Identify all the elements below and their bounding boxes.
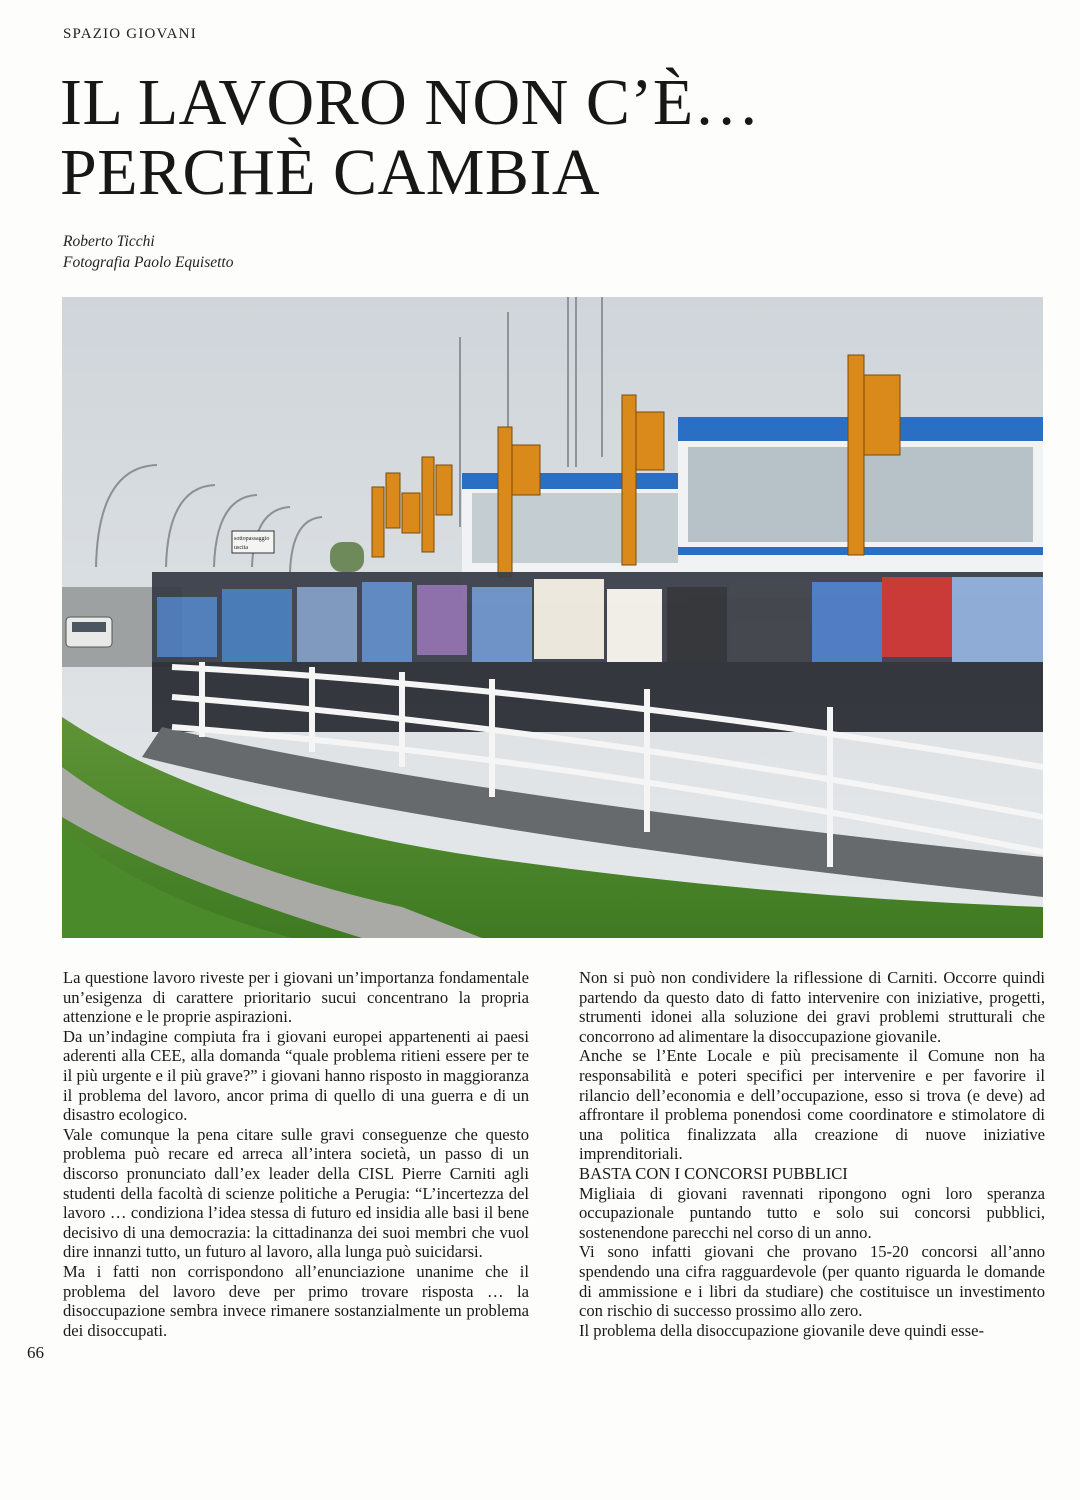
car: [66, 617, 112, 647]
author-credit: Roberto Ticchi: [63, 233, 155, 250]
paragraph: Vi sono infatti giovani che provano 15-20 concorsi all’anno spendendo una cifra ragguardevole (per quanto riguarda le domande di ammissione e i libri da studiare) che costituisce un investimento con rischio di successo prossimo allo zero.: [579, 1242, 1045, 1321]
street-sign: [232, 531, 274, 553]
headline: [60, 68, 960, 208]
tree: [330, 542, 364, 572]
sign-text-bottom: uscita: [234, 545, 248, 551]
sign-text-top: sottopassaggio: [234, 536, 270, 542]
paragraph: Migliaia di giovani ravennati ripongono ogni loro speranza occupazionale puntando tutto e solo sui concorsi pubblici, sostenendone parecchi nel corso di un anno.: [579, 1183, 1045, 1242]
headline-line-1: IL LAVORO NON C’È…: [60, 66, 761, 139]
text-column-right: [579, 968, 1045, 1340]
paragraph: Il problema della disoccupazione giovanile deve quindi esse-: [579, 1320, 985, 1340]
byline: [63, 231, 234, 273]
paragraph: Anche se l’Ente Locale e più precisamente il Comune non ha responsabilità e poteri specifici per intervenire e per favorire il rilancio dell’economia e dell’occupazione, esso si trova (e deve) ad affrontare il problema ponendosi come coordinatore e stimolatore di una politica finalizzata alla creazione di nuove iniziative imprenditoriali.: [579, 1046, 1045, 1164]
text-column-left: [63, 968, 529, 1340]
subheading: BASTA CON I CONCORSI PUBBLICI: [579, 1163, 848, 1183]
photo: [62, 297, 1043, 938]
paragraph: Non si può non condividere la riflessione di Carniti. Occorre quindi partendo da questo dato di fatto intervenire con iniziative, progetti, strumenti idonei alla soluzione dei gravi problemi strutturali che concorrono ad alimentare la disoccupazione giovanile.: [579, 968, 1045, 1046]
photo-credit: Fotografia Paolo Equisetto: [63, 254, 234, 271]
paragraph: Da un’indagine compiuta fra i giovani europei appartenenti ai paesi aderenti alla CEE, alla domanda “quale problema ritieni essere per te il più urgente e il più grave?” i giovani hanno risposto in maggioranza il problema del lavoro, ancor prima di quello di una guerra e di un disastro ecologico.: [63, 1026, 529, 1125]
paragraph: La questione lavoro riveste per i giovani un’importanza fondamentale un’esigenza di carattere prioritario sucui concentrano la propria attenzione e le proprie aspirazioni.: [63, 968, 529, 1027]
section-label: SPAZIO GIOVANI: [63, 26, 197, 42]
photo-illustration: [62, 297, 1043, 938]
headline-line-2: PERCHÈ CAMBIA: [60, 136, 601, 209]
paragraph: Vale comunque la pena citare sulle gravi conseguenze che questo problema può recare ed arreca all’intera società, un passo di un discorso pronunciato dall’ex leader della CISL Pierre Carniti agli studenti della facoltà di scienze politiche a Perugia: “L’incertezza del lavoro … condiziona l’idea stessa di futuro ed insidia alle basi il bene decisivo di una democrazia: la cittadinanza dei suoi membri che vuol dire innanzi tutto, un futuro al lavoro, alla lunga può suicidarsi.: [63, 1124, 529, 1262]
page-number: 66: [27, 1343, 44, 1362]
paragraph: Ma i fatti non corrispondono all’enunciazione unanime che il problema del lavoro deve per primo trovare risposta … la disoccupazione sembra invece rimanere sostanzialmente un problema dei disoccupati.: [63, 1261, 529, 1340]
